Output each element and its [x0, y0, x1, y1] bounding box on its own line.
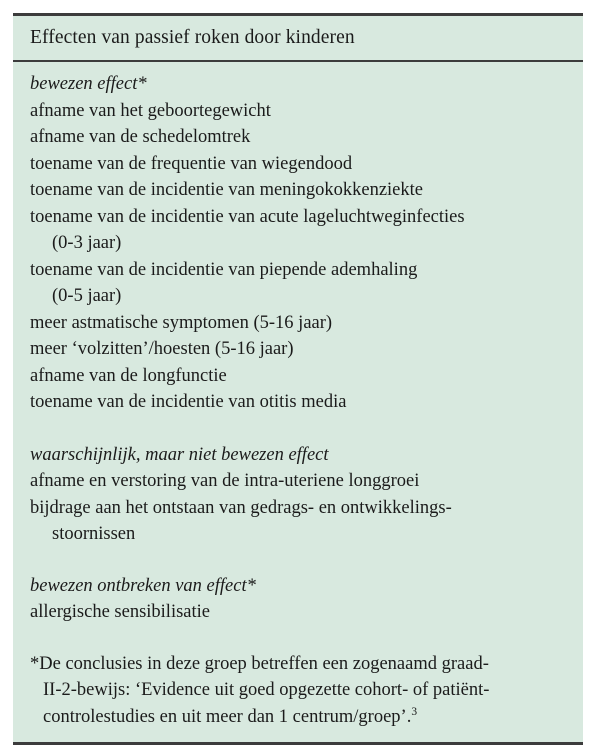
list-item: toename van de incidentie van piepende ademhaling	[30, 259, 418, 280]
footnote-line-3	[30, 704, 573, 731]
footnote-line-2: II-2-bewijs: ‘Evidence uit goed opgezette cohort- of patiënt-	[43, 680, 490, 700]
footnote-reference-marker: 3	[411, 705, 418, 718]
group-heading: waarschijnlijk, maar niet bewezen effect	[30, 444, 329, 465]
group-spacer	[13, 416, 583, 442]
list-item-continuation: (0-3 jaar)	[52, 233, 122, 253]
list-item: afname van de longfunctie	[30, 365, 227, 386]
table-container	[13, 13, 583, 745]
list-item: toename van de incidentie van meningokokkenziekte	[30, 180, 423, 200]
group-spacer	[13, 548, 583, 573]
list-item: afname en verstoring van de intra-uteriene longgroei	[30, 471, 420, 491]
group-bewezen-ontbreken-van-effect	[13, 573, 583, 626]
footnote-line-1: *De conclusies in deze groep betreffen een zogenaamd graad-	[30, 653, 489, 674]
group-bewezen-effect	[13, 71, 583, 416]
list-item: afname van de schedelomtrek	[30, 127, 251, 147]
footnote-line-3-text: controlestudies en uit meer dan 1 centrum/groep’.	[43, 706, 412, 727]
footnote-spacer	[13, 626, 583, 651]
table-footnote	[13, 651, 583, 731]
group-heading: bewezen effect*	[30, 74, 147, 94]
table-body	[13, 62, 583, 742]
list-item: afname van het geboortegewicht	[30, 100, 271, 121]
table-caption-block	[13, 16, 583, 60]
list-item-continuation: stoornissen	[52, 524, 136, 544]
list-item: allergische sensibilisatie	[30, 602, 210, 622]
list-item: bijdrage aan het ontstaan van gedrags- en ontwikkelings-	[30, 497, 452, 518]
list-item: toename van de incidentie van acute lageluchtweginfecties	[30, 206, 465, 227]
list-item: meer ‘volzitten’/hoesten (5-16 jaar)	[30, 339, 294, 359]
list-item: toename van de incidentie van otitis media	[30, 392, 347, 412]
group-waarschijnlijk-niet-bewezen-effect	[13, 442, 583, 548]
list-item-continuation: (0-5 jaar)	[52, 286, 122, 306]
list-item: meer astmatische symptomen (5-16 jaar)	[30, 312, 333, 333]
group-heading: bewezen ontbreken van effect*	[30, 575, 256, 596]
list-item: toename van de frequentie van wiegendood	[30, 153, 353, 174]
table-caption: Effecten van passief roken door kinderen	[30, 27, 355, 48]
